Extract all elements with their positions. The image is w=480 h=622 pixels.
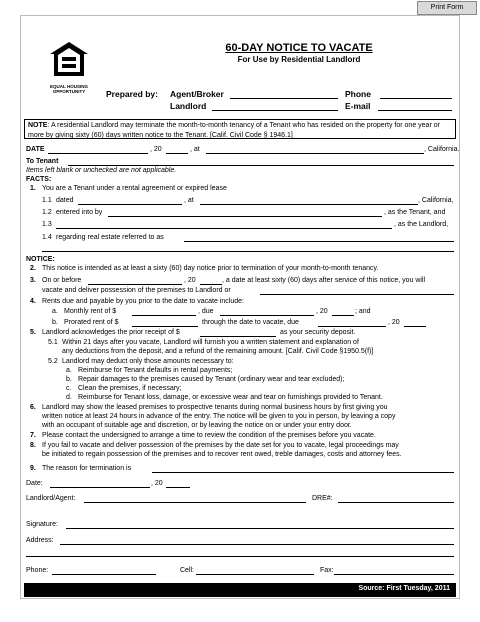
notice-9-text: The reason for termination is — [42, 465, 132, 472]
notice-5-text: as your security deposit. — [280, 329, 356, 336]
notice-4b-label: Prorated rent of $ — [64, 319, 119, 326]
sig-date-field[interactable] — [50, 487, 150, 488]
vacate-date-field[interactable] — [88, 284, 182, 285]
date-at-label: , at — [190, 146, 200, 153]
equal-housing-logo — [38, 38, 100, 106]
to-tenant-label: To Tenant — [26, 158, 59, 165]
notice-3-text-2: vacate and deliver possession of the premises to Landlord or — [42, 287, 231, 294]
form-header — [24, 22, 464, 122]
notice-5-2c: Clean the premises, if necessary; — [78, 385, 182, 392]
date-field[interactable] — [48, 153, 148, 154]
sig-dre-label: DRE#: — [312, 495, 333, 502]
sig-signature-label: Signature: — [26, 521, 58, 528]
notice-4-text: Rents due and payable by you prior to the date to vacate include: — [42, 298, 244, 305]
phone-label: Phone — [345, 89, 371, 99]
fact-1-2-num: 1.2 — [42, 209, 52, 216]
notice-5-2b-letter: b. — [66, 376, 72, 383]
property-address-field[interactable] — [184, 241, 454, 242]
termination-reason-field[interactable] — [152, 472, 454, 473]
security-deposit-field[interactable] — [200, 336, 276, 337]
notice-9-num: 9. — [30, 465, 36, 472]
notice-6-text-2: written notice at least 24 hours in advance of the entry. The notice will be given to you in person, by leaving a copy — [42, 413, 396, 420]
logo-text: EQUAL HOUSING OPPORTUNITY — [50, 84, 88, 94]
blank-items-hint: Items left blank or unchecked are not applicable. — [26, 167, 177, 174]
notice-2-text: This notice is intended as at least a sixty (60) day notice prior to termination of your month-to-month tenancy. — [42, 265, 379, 272]
sig-phone-label: Phone: — [26, 567, 49, 574]
sig-date-year-field[interactable] — [166, 487, 190, 488]
date-year-sep: , 20 — [150, 146, 162, 153]
email-label: E-mail — [345, 101, 371, 111]
notice-5-2-num: 5.2 — [48, 358, 58, 365]
notice-5-2a: Reimburse for Tenant defaults in rental payments; — [78, 367, 233, 374]
notice-5-2b: Repair damages to the premises caused by Tenant (ordinary wear and tear excluded); — [78, 376, 345, 383]
fact-1-1-num: 1.1 — [42, 197, 52, 204]
sig-fax-field[interactable] — [334, 574, 454, 575]
notice-4-num: 4. — [30, 298, 36, 305]
date-city-field[interactable] — [206, 153, 424, 154]
fact-1-3-num: 1.3 — [42, 221, 52, 228]
sig-cell-field[interactable] — [196, 574, 314, 575]
landlord-name-field[interactable] — [56, 228, 392, 229]
sig-cell-label: Cell: — [180, 567, 195, 574]
notice-5-1-text-2: any deductions from the deposit, and a refund of the remaining amount. [Calif. Civil Code §1950.5(f)] — [62, 348, 374, 355]
lease-city-field[interactable] — [200, 204, 418, 205]
notice-6-text-3: with an occupant of suitable age and discretion, or by leaving the notice on or under your entry door. — [42, 422, 352, 429]
fact-1-4-num: 1.4 — [42, 234, 52, 241]
fact-1-1-label: dated — [56, 197, 74, 204]
notice-5-num: 5. — [30, 329, 36, 336]
sig-agent-field[interactable] — [84, 502, 306, 503]
notice-5-2d-letter: d. — [66, 394, 72, 401]
monthly-rent-year-field[interactable] — [332, 315, 354, 316]
monthly-rent-due-field[interactable] — [220, 315, 314, 316]
house-icon — [48, 38, 90, 80]
tenant-name-field[interactable] — [108, 216, 382, 217]
notice-7-text: Please contact the undersigned to arrange a time to review the condition of the premises before you vacate. — [42, 432, 376, 439]
sig-phone-field[interactable] — [52, 574, 156, 575]
sig-address-label: Address: — [26, 537, 54, 544]
notice-4a-and: ; and — [355, 308, 371, 315]
notice-4a-letter: a. — [52, 308, 58, 315]
notice-4a-year-sep: , 20 — [316, 308, 328, 315]
sig-date-year-sep: , 20 — [151, 480, 163, 487]
facts-label: FACTS: — [26, 176, 52, 183]
notice-4b-year-sep: , 20 — [388, 319, 400, 326]
deliver-to-field[interactable] — [260, 294, 454, 295]
note-text: : A residential Landlord may terminate the month-to-month tenancy of a Tenant who has resided on the property for one year or more by giving sixty (60) days written notice to the Tenant. [Calif. Civil Code § 1946.1] — [28, 122, 440, 139]
notice-3-label: On or before — [42, 277, 82, 284]
notice-label: NOTICE: — [26, 256, 55, 263]
sig-address-field-2[interactable] — [26, 556, 454, 557]
sig-address-field[interactable] — [60, 544, 454, 545]
sig-date-label: Date: — [26, 480, 43, 487]
footer-bar — [24, 583, 456, 597]
agent-broker-field[interactable] — [230, 98, 338, 99]
lease-date-field[interactable] — [78, 204, 182, 205]
notice-5-1-num: 5.1 — [48, 339, 58, 346]
notice-5-1-text: Within 21 days after you vacate, Landlord will furnish you a written statement and explanation of — [62, 339, 359, 346]
notice-4b-letter: b. — [52, 319, 58, 326]
date-state-label: , California. — [424, 146, 460, 153]
notice-3-text: , a date at least sixty (60) days after service of this notice, you will — [222, 277, 426, 284]
sig-signature-field[interactable] — [66, 528, 454, 529]
sig-fax-label: Fax: — [320, 567, 334, 574]
notice-8-text-2: be initiated to regain possession of the premises and to recover rent owed, treble damages, costs and attorney fees. — [42, 451, 402, 458]
agent-broker-label: Agent/Broker — [170, 89, 224, 99]
sig-agent-label: Landlord/Agent: — [26, 495, 76, 502]
header-phone-field[interactable] — [380, 98, 452, 99]
notice-6-text: Landlord may show the leased premises to prospective tenants during normal business hours by first giving you — [42, 404, 388, 411]
notice-3-year-sep: , 20 — [184, 277, 196, 284]
notice-6-num: 6. — [30, 404, 36, 411]
notice-5-2c-letter: c. — [66, 385, 72, 392]
note-box — [24, 119, 456, 139]
prepared-by-label: Prepared by: — [106, 89, 158, 99]
print-form-button[interactable]: Print Form — [417, 1, 477, 15]
notice-5-2-text: Landlord may deduct only those amounts necessary to: — [62, 358, 234, 365]
notice-4b-through: through the date to vacate, due — [202, 319, 299, 326]
vacate-year-field[interactable] — [200, 284, 222, 285]
sig-dre-field[interactable] — [338, 502, 454, 503]
fact-1-3-landlord: , as the Landlord, — [394, 221, 449, 228]
form-title: 60-DAY NOTICE TO VACATE — [225, 42, 373, 54]
prorated-rent-field[interactable] — [132, 326, 198, 327]
notice-8-text: If you fail to vacate and deliver possession of the premises by the date set for you to vacate, legal proceedings may — [42, 442, 399, 449]
note-label: NOTE — [28, 122, 48, 129]
notice-5-2d: Reimburse for Tenant loss, damage, or excessive wear and tear on furnishings provided to Tenant. — [78, 394, 383, 401]
notice-4a-label: Monthly rent of $ — [64, 308, 117, 315]
notice-7-num: 7. — [30, 432, 36, 439]
fact-1-text: You are a Tenant under a rental agreement or expired lease — [42, 185, 227, 192]
header-email-field[interactable] — [378, 110, 452, 111]
fact-1-2-tenant: , as the Tenant, and — [384, 209, 446, 216]
property-address-field-2[interactable] — [42, 251, 454, 252]
landlord-field[interactable] — [212, 110, 338, 111]
notice-4a-due: , due — [198, 308, 214, 315]
fact-1-1-state: , California, — [418, 197, 454, 204]
date-year-field[interactable] — [166, 153, 188, 154]
landlord-label: Landlord — [170, 101, 207, 111]
fact-1-2-label: entered into by — [56, 209, 103, 216]
notice-3-num: 3. — [30, 277, 36, 284]
date-label: DATE — [26, 146, 45, 153]
notice-5-label: Landlord acknowledges the prior receipt of $ — [42, 329, 180, 336]
notice-8-num: 8. — [30, 442, 36, 449]
footer-source: Source: First Tuesday, 2011 — [358, 585, 450, 592]
prorated-rent-year-field[interactable] — [404, 326, 426, 327]
notice-2-num: 2. — [30, 265, 36, 272]
fact-1-4-label: regarding real estate referred to as — [56, 234, 164, 241]
fact-1-1-at: , at — [184, 197, 194, 204]
prorated-rent-due-field[interactable] — [318, 326, 386, 327]
form-subtitle: For Use by Residential Landlord — [237, 55, 361, 64]
fact-1-num: 1. — [30, 185, 36, 192]
monthly-rent-field[interactable] — [132, 315, 196, 316]
notice-5-2a-letter: a. — [66, 367, 72, 374]
